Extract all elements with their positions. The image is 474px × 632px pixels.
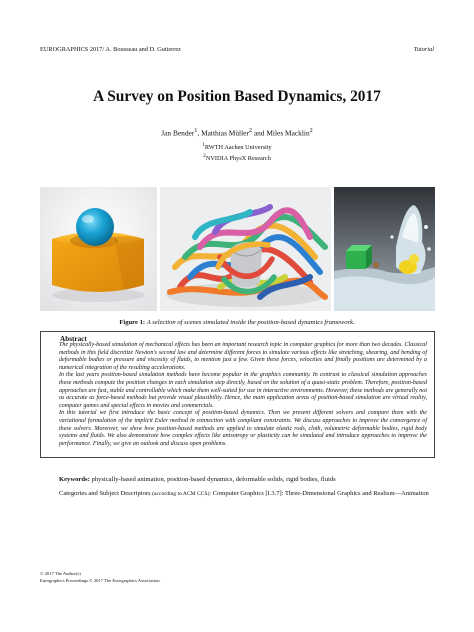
affiliation-name: RWTH Aachen University <box>204 144 272 152</box>
affiliation-name: NVIDIA PhysX Research <box>205 155 271 163</box>
deformable-cube-illustration <box>40 187 157 311</box>
categories-text: Computer Graphics [I.3.7]: Three-Dimensional Graphics and Realism—Animation <box>212 490 429 497</box>
author-name: Miles Macklin <box>266 128 310 138</box>
paper-title: A Survey on Position Based Dynamics, 2017 <box>93 88 381 105</box>
affiliations <box>0 141 474 163</box>
affiliation-mark: 1 <box>202 142 205 148</box>
affiliation-line <box>0 141 474 152</box>
elastic-rods-illustration <box>160 187 331 311</box>
acm-categories <box>59 489 433 499</box>
author-separator: and <box>251 128 267 138</box>
copyright-line: © 2017 The Author(s) <box>40 571 81 576</box>
author-separator: , <box>197 128 202 138</box>
figure-caption <box>0 319 474 326</box>
figure-caption-label: Figure 1: <box>119 319 146 326</box>
author-affiliation-mark: 2 <box>248 128 252 134</box>
abstract-heading: Abstract <box>60 335 87 343</box>
fluid-splash-image <box>334 187 435 311</box>
author-affiliation-mark: 1 <box>194 128 198 134</box>
abstract-paragraph: In this tutorial we first introduce the basic concept of position-based dynamics. Then we present different solvers and compare them with the variational formulation of the implicit Euler method in connection with compliant constraints. We discuss approaches to improve the convergence of these solvers. Moreover, we show how position-based methods are applied to simulate elastic rods, cloth, volumetric deformable bodies, rigid body systems and fluids. We also demonstrate how complex effects like anisotropy or plasticity can be simulated and introduce approaches to improve the performance. Finally, we give an outlook and discuss open problems. <box>59 410 427 447</box>
fluid-splash-illustration <box>334 187 435 311</box>
author-name: Jan Bender <box>161 128 195 138</box>
author-affiliation-mark: 2 <box>309 128 313 134</box>
copyright-footer <box>40 571 161 584</box>
affiliation-line <box>0 152 474 163</box>
keywords-label: Keywords: <box>59 476 90 483</box>
categories-lead: Categories and Subject Descriptors <box>59 490 151 497</box>
elastic-rods-image <box>160 187 331 311</box>
deformable-cube-image <box>40 187 157 311</box>
teaser-figure <box>40 187 435 311</box>
affiliation-mark: 2 <box>203 153 206 160</box>
running-head-left: EUROGRAPHICS 2017/ A. Bousseau and D. Gutierrez <box>40 46 181 53</box>
running-head <box>40 46 434 56</box>
running-head-right: Tutorial <box>413 46 434 53</box>
author-list <box>0 128 474 137</box>
keywords <box>59 476 429 483</box>
abstract-paragraph: In the last years position-based simulation methods have become popular in the graphics community. In contrast to classical simulation approaches these methods compute the position changes in each simulation step directly, based on the solution of a quasi-static problem. Therefore, position-based approaches are fast, stable and controllable which make them well-suited for use in interactive environments. However, these methods are generally not as accurate as force-based methods but provide visual plausibility. Hence, the main application areas of position-based simulation are virtual reality, computer games and special effects in movies and commercials. <box>59 372 427 409</box>
figure-caption-text: A selection of scenes simulated inside the position-based dynamics framework. <box>146 319 355 326</box>
abstract-paragraph: The physically-based simulation of mechanical effects has been an important research topic in computer graphics for more than two decades. Classical methods in this field discretize Newton's second law and determine different forces to simulate various effects like stretching, shearing, and bending of deformable bodies or pressure and viscosity of fluids, to mention just a few. Given these forces, velocities and finally positions are determined by a numerical integration of the resulting accelerations. <box>59 342 427 371</box>
categories-note: (according to ACM CCS): <box>152 491 212 497</box>
author-name: Matthias Müller <box>201 128 249 138</box>
copyright-line: Eurographics Proceedings © 2017 The Eurographics Association. <box>40 577 161 583</box>
abstract-body <box>59 342 427 448</box>
keywords-text: physically-based animation, position-based dynamics, deformable solids, rigid bodies, fluids <box>91 476 336 483</box>
